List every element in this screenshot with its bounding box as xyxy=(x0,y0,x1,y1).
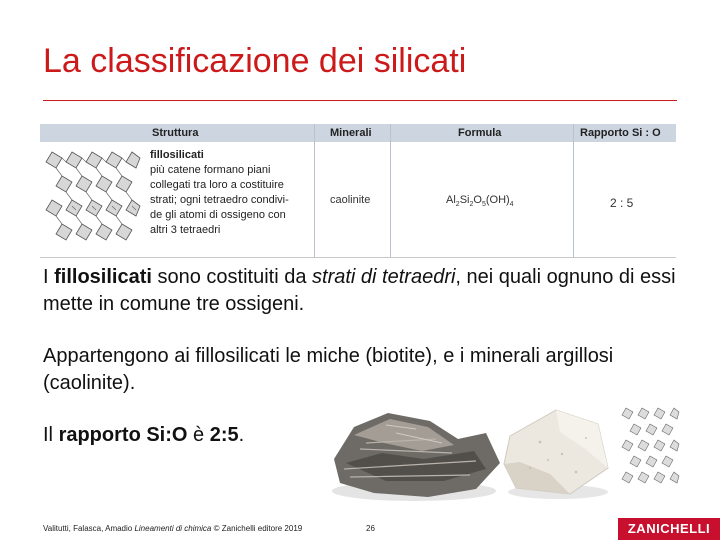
header-rapporto: Rapporto Si : O xyxy=(580,127,661,139)
title-underline xyxy=(43,100,677,101)
formula-part: Al xyxy=(446,194,456,206)
mineral-cell: caolinite xyxy=(330,194,371,206)
sheet-lattice-small-image xyxy=(618,404,680,490)
header-formula: Formula xyxy=(458,127,502,139)
text-run: sono costituiti da xyxy=(151,266,313,288)
formula-cell xyxy=(446,194,514,208)
ratio-cell: 2 : 5 xyxy=(610,196,634,210)
formula-part: Si xyxy=(459,194,470,206)
paragraph-miche: Appartengono ai fillosilicati le miche (biotite), e i minerali argillosi (caolinite). xyxy=(43,345,614,394)
paragraph-rapporto xyxy=(43,422,343,449)
kaolinite-rock-photo xyxy=(500,402,612,502)
table-bottom-line xyxy=(40,257,676,258)
mica-rock-photo xyxy=(326,405,506,505)
structure-description xyxy=(150,148,320,238)
page-number: 26 xyxy=(366,524,375,533)
formula-part: O xyxy=(473,194,482,206)
header-minerali: Minerali xyxy=(330,127,372,139)
formula-part: (OH) xyxy=(485,194,510,206)
structure-line: altri 3 tetraedri xyxy=(150,224,221,236)
table-divider xyxy=(573,124,574,258)
text-run-bold: 2:5 xyxy=(209,424,239,446)
structure-line: strati; ogni tetraedro condivi- xyxy=(150,194,289,206)
text-run: , nei quali ognuno di essi mette in comune tre ossigeni. xyxy=(43,266,676,315)
footer-citation xyxy=(43,524,302,533)
text-run: I xyxy=(43,266,55,288)
paragraph-fillosilicati xyxy=(43,264,683,318)
table-divider xyxy=(390,124,391,258)
structure-name: fillosilicati xyxy=(150,149,204,161)
footer-publisher: © Zanichelli editore 2019 xyxy=(211,524,303,533)
header-struttura: Struttura xyxy=(152,127,199,139)
formula-subscript: 4 xyxy=(509,201,514,209)
text-run-bold: fillosilicati xyxy=(54,266,152,288)
text-run-italic: strati di tetraedri xyxy=(312,266,456,288)
footer-book: Lineamenti di chimica xyxy=(134,524,212,533)
text-run: . xyxy=(238,424,245,446)
formula-subscript: 5 xyxy=(481,201,486,209)
structure-line: collegati tra loro a costituire xyxy=(150,179,284,191)
formula-subscript: 2 xyxy=(469,201,474,209)
text-run: è xyxy=(187,424,210,446)
footer-authors: Valitutti, Falasca, Amadio xyxy=(43,524,135,533)
text-run: Il xyxy=(43,424,59,446)
zanichelli-logo: ZANICHELLI xyxy=(618,518,720,540)
silicate-table xyxy=(40,124,676,258)
text-run-bold: rapporto Si:O xyxy=(58,424,188,446)
formula-subscript: 2 xyxy=(455,201,460,209)
structure-line: più catene formano piani xyxy=(150,164,271,176)
structure-line: de gli atomi di ossigeno con xyxy=(150,209,286,221)
page-title: La classificazione dei silicati xyxy=(43,42,467,80)
silicate-sheet-lattice-image xyxy=(42,146,142,254)
